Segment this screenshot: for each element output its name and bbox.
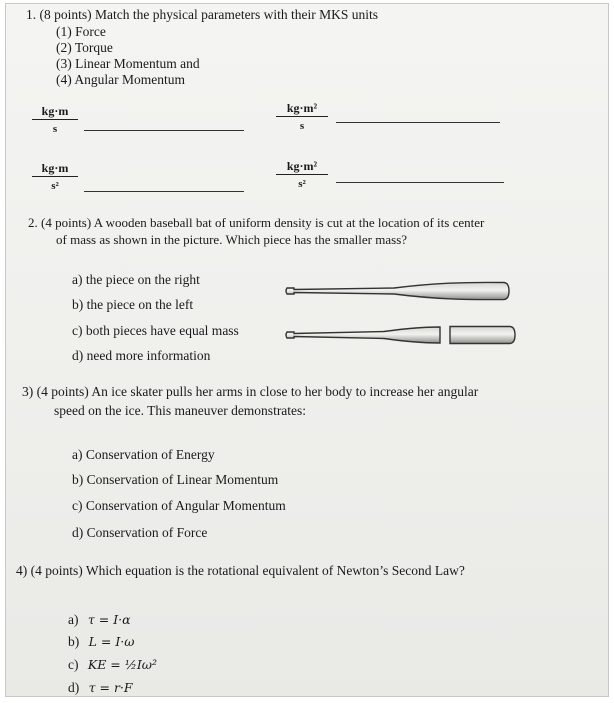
q1-item-linear-momentum: (3) Linear Momentum and: [56, 56, 200, 71]
q3-option-c[interactable]: c) Conservation of Angular Momentum: [72, 498, 286, 513]
q4-option-b[interactable]: [68, 633, 134, 650]
unit-fraction-kgm-per-s2: [32, 161, 78, 193]
q4-title: 4) (4 points) Which equation is the rotational equivalent of Newton’s Second Law?: [16, 563, 465, 578]
q2-option-a[interactable]: a) the piece on the right: [72, 272, 200, 287]
fraction-bar: [276, 174, 328, 175]
option-label: d): [68, 680, 80, 695]
fraction-denominator: s²: [51, 180, 59, 192]
fraction-numerator: kg·m: [41, 104, 69, 118]
option-label: a): [68, 612, 79, 627]
q2-line-2: of mass as shown in the picture. Which piece has the smaller mass?: [56, 232, 408, 247]
q3-line-1: 3) (4 points) An ice skater pulls her arms in close to her body to increase her angular: [22, 384, 479, 399]
option-equation: τ = r·F: [88, 680, 133, 695]
q1-title: 1. (8 points) Match the physical parameters with their MKS units: [26, 7, 379, 22]
fraction-bar: [32, 119, 78, 120]
whole-baseball-bat-image: [284, 280, 510, 302]
q2-line-1: 2. (4 points) A wooden baseball bat of uniform density is cut at the location of its center: [28, 215, 485, 230]
unit-fraction-kgm2-per-s: [276, 101, 328, 133]
fraction-numerator: kg·m²: [286, 101, 318, 115]
q4-option-c[interactable]: [68, 656, 157, 673]
answer-blank[interactable]: [84, 191, 244, 192]
fraction-bar: [276, 116, 328, 117]
fraction-numerator: kg·m: [41, 161, 69, 175]
fraction-numerator: kg·m²: [286, 159, 318, 173]
q1-item-angular-momentum: (4) Angular Momentum: [56, 72, 185, 87]
q2-option-b[interactable]: b) the piece on the left: [72, 297, 194, 312]
q3-option-d[interactable]: d) Conservation of Force: [72, 525, 208, 540]
q4-option-d[interactable]: [68, 679, 133, 696]
option-equation: τ = I·α: [87, 612, 131, 627]
q4-option-a[interactable]: [68, 611, 131, 628]
fraction-denominator: s: [52, 123, 58, 135]
q3-line-2: speed on the ice. This maneuver demonstrates:: [54, 403, 307, 418]
unit-fraction-kgm-per-s: [32, 104, 78, 136]
q1-item-torque: (2) Torque: [56, 40, 113, 55]
q2-option-c[interactable]: c) both pieces have equal mass: [72, 323, 239, 338]
option-label: b): [68, 634, 80, 649]
bat-barrel-piece-image: [448, 324, 516, 346]
answer-blank[interactable]: [336, 182, 504, 183]
q3-option-b[interactable]: b) Conservation of Linear Momentum: [72, 472, 279, 487]
bat-handle-piece-image: [284, 324, 444, 346]
fraction-denominator: s: [299, 120, 305, 132]
answer-blank[interactable]: [336, 122, 500, 123]
answer-blank[interactable]: [84, 130, 244, 131]
option-equation: L = I·ω: [88, 634, 135, 649]
fraction-bar: [32, 176, 78, 177]
unit-fraction-kgm2-per-s2: [276, 159, 328, 191]
fraction-denominator: s²: [298, 178, 306, 190]
q1-item-force: (1) Force: [56, 24, 106, 39]
option-equation: KE = ½Iω²: [87, 657, 158, 672]
option-label: c): [68, 657, 79, 672]
q3-option-a[interactable]: a) Conservation of Energy: [72, 447, 215, 462]
q2-option-d[interactable]: d) need more information: [72, 348, 211, 363]
worksheet-page: [5, 3, 609, 697]
